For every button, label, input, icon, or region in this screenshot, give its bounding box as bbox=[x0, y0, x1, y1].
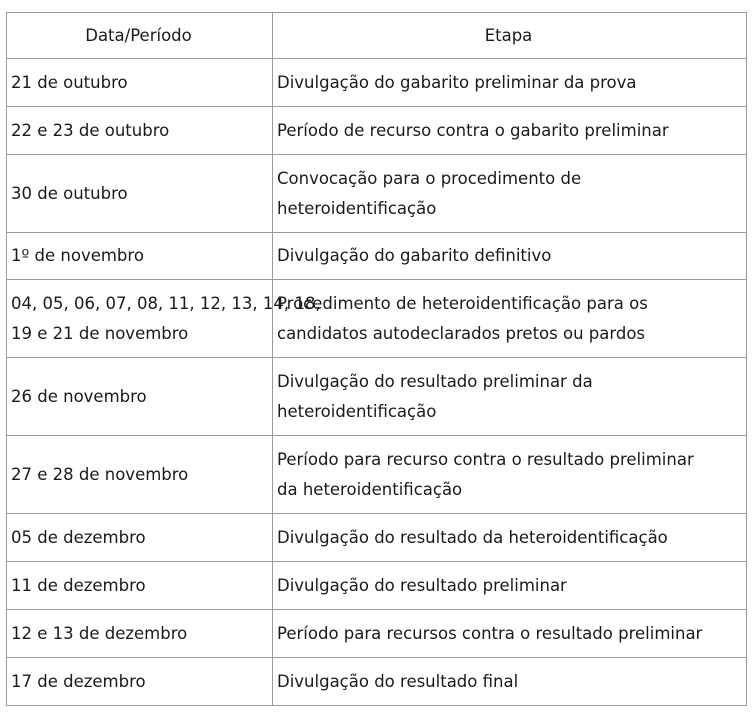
step-cell bbox=[273, 358, 747, 436]
step-line: heteroidentificação bbox=[277, 401, 437, 421]
step-cell: Período para recursos contra o resultado preliminar bbox=[273, 610, 747, 658]
step-cell: Divulgação do gabarito definitivo bbox=[273, 233, 747, 280]
step-cell: Divulgação do resultado preliminar bbox=[273, 562, 747, 610]
column-header-period: Data/Período bbox=[7, 13, 273, 59]
table-row bbox=[7, 610, 747, 658]
period-cell: 30 de outubro bbox=[7, 155, 273, 233]
period-cell: 1º de novembro bbox=[7, 233, 273, 280]
table-header-row bbox=[7, 13, 747, 59]
step-cell bbox=[273, 436, 747, 514]
period-cell: 22 e 23 de outubro bbox=[7, 107, 273, 155]
table-row bbox=[7, 107, 747, 155]
table-row bbox=[7, 514, 747, 562]
step-cell: Divulgação do resultado da heteroidentificação bbox=[273, 514, 747, 562]
table-row bbox=[7, 233, 747, 280]
period-cell: 17 de dezembro bbox=[7, 658, 273, 706]
step-cell: Divulgação do gabarito preliminar da prova bbox=[273, 59, 747, 107]
period-cell: 12 e 13 de dezembro bbox=[7, 610, 273, 658]
table-row bbox=[7, 436, 747, 514]
table-row bbox=[7, 358, 747, 436]
table-row bbox=[7, 155, 747, 233]
table-row bbox=[7, 658, 747, 706]
period-line: 04, 05, 06, 07, 08, 11, 12, 13, 14, 18, bbox=[11, 293, 321, 313]
step-cell: Divulgação do resultado final bbox=[273, 658, 747, 706]
step-line: heteroidentificação bbox=[277, 198, 437, 218]
table-row bbox=[7, 562, 747, 610]
step-line: Divulgação do resultado preliminar da bbox=[277, 371, 593, 391]
period-cell: 21 de outubro bbox=[7, 59, 273, 107]
period-cell bbox=[7, 280, 321, 358]
period-cell: 05 de dezembro bbox=[7, 514, 273, 562]
table-row bbox=[7, 280, 747, 358]
period-cell: 26 de novembro bbox=[7, 358, 273, 436]
period-line: 19 e 21 de novembro bbox=[11, 323, 189, 343]
table-row bbox=[7, 59, 747, 107]
step-line: Convocação para o procedimento de bbox=[277, 168, 582, 188]
step-line: Período para recurso contra o resultado preliminar bbox=[277, 449, 694, 469]
step-cell: Período de recurso contra o gabarito preliminar bbox=[273, 107, 747, 155]
step-cell bbox=[273, 280, 747, 358]
step-cell bbox=[273, 155, 747, 233]
step-line: Procedimento de heteroidentificação para os bbox=[277, 293, 648, 313]
column-header-step: Etapa bbox=[273, 13, 747, 59]
schedule-table bbox=[6, 12, 747, 706]
period-cell: 27 e 28 de novembro bbox=[7, 436, 273, 514]
period-cell: 11 de dezembro bbox=[7, 562, 273, 610]
step-line: candidatos autodeclarados pretos ou pardos bbox=[277, 323, 646, 343]
step-line: da heteroidentificação bbox=[277, 479, 463, 499]
